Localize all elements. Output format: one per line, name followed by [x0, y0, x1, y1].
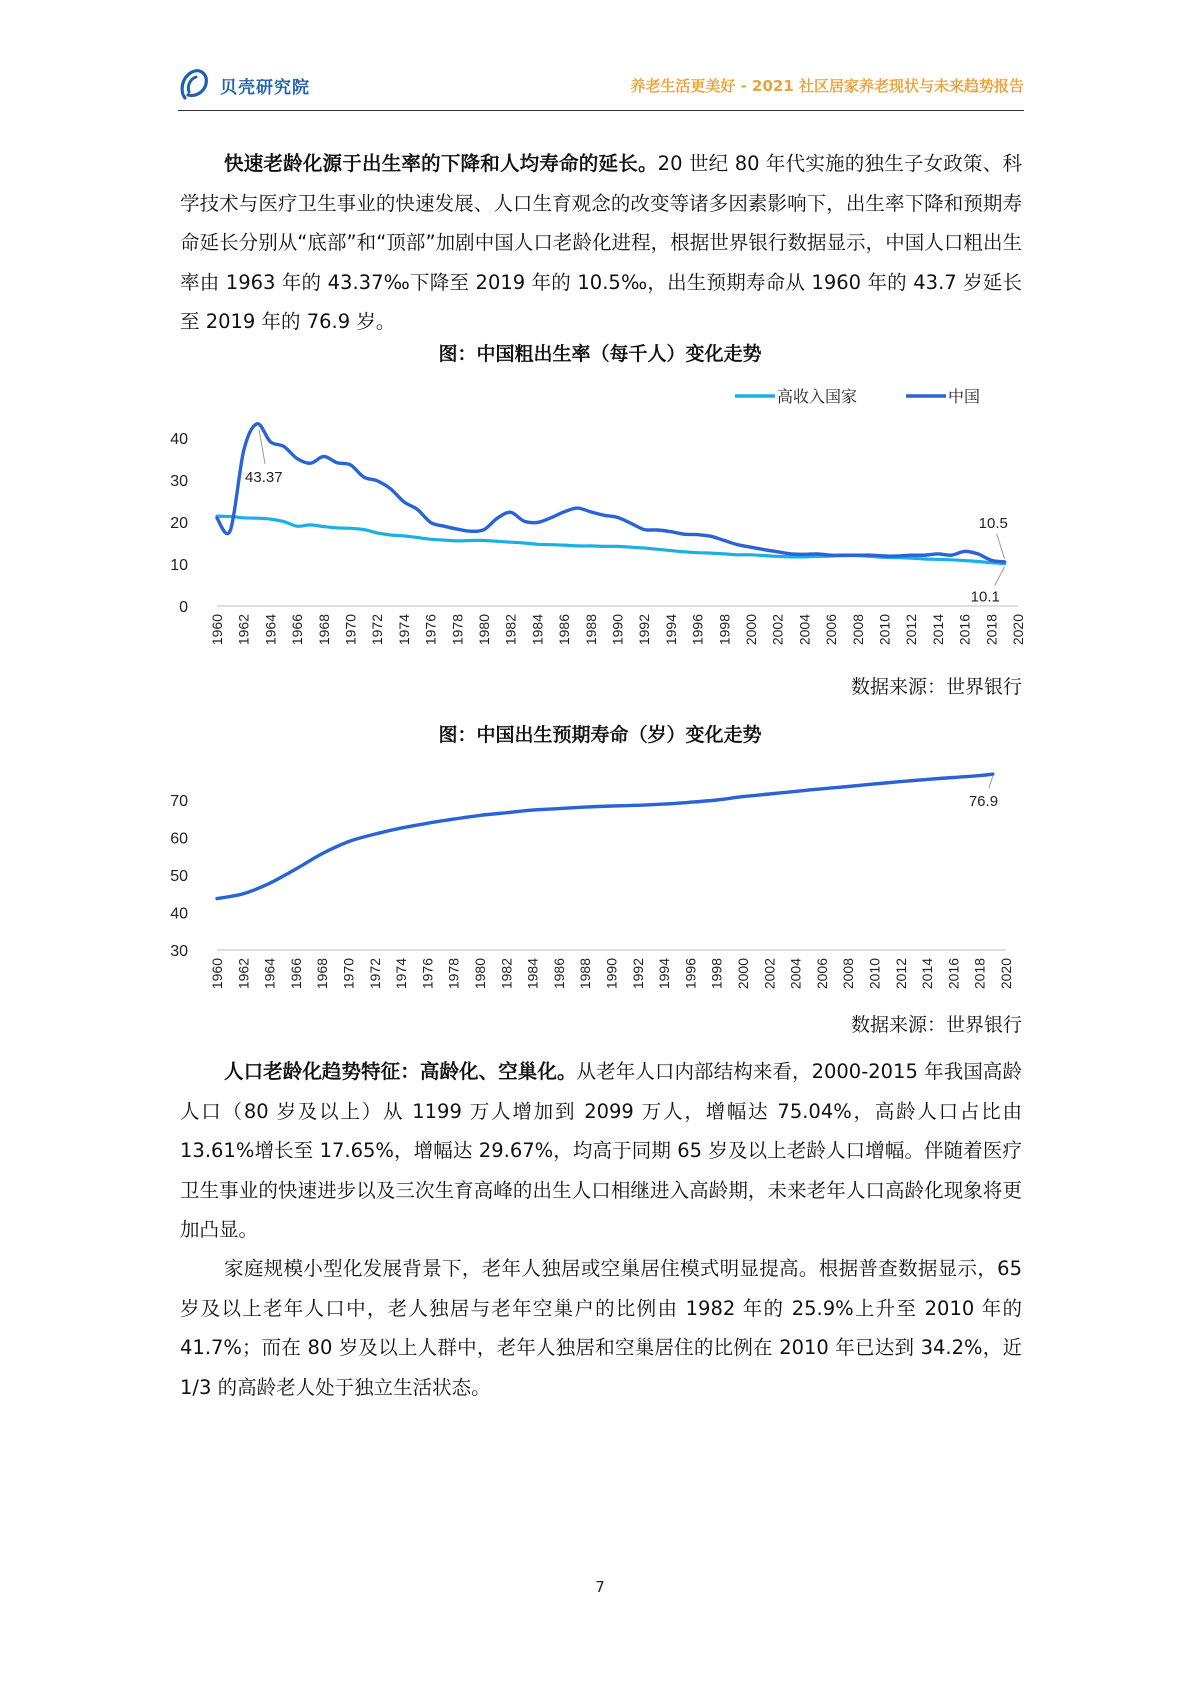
- x-tick-label: 2014: [919, 958, 936, 990]
- x-tick-label: 1988: [577, 958, 594, 990]
- x-tick-label: 1984: [529, 614, 546, 646]
- x-tick-label: 2006: [823, 614, 840, 646]
- x-tick-label: 1972: [366, 958, 383, 990]
- legend-label-高收入国家: 高收入国家: [777, 389, 858, 406]
- data-source: 数据来源：世界银行: [850, 676, 1022, 698]
- paragraph-lead: 快速老龄化源于出生率的下降和人均寿命的延长。: [224, 152, 658, 175]
- x-tick-label: 2004: [787, 958, 804, 990]
- x-tick-label: 1982: [502, 614, 519, 646]
- figure-title-life-expectancy: 图：中国出生预期寿命（岁）变化走势: [438, 724, 762, 746]
- x-tick-label: 1988: [582, 614, 599, 646]
- y-tick-label: 40: [170, 905, 188, 923]
- x-tick-label: 1980: [472, 958, 488, 990]
- y-tick-label: 0: [179, 599, 188, 616]
- page-number: 7: [595, 1578, 605, 1596]
- paragraph-aging-causes: [180, 144, 1022, 342]
- x-tick-label: 1986: [556, 614, 573, 646]
- data-label-high-income-end: 10.1: [970, 588, 1000, 606]
- paragraph-body: 从老年人口内部结构来看，2000-2015 年我国高龄人口（80 岁及以上）从 1199 万人增加到 2099 万人，增幅达 75.04%，高龄人口占比由 13.61%增长至 17.65%，增幅达 29.67%，均高于同期 65 岁及以上老龄人口增幅。伴随着医疗卫生事业的快速进步以及三次生育高峰的出生人口相继进入高龄期，未来老年人口高龄化现象将更加凸显。: [180, 1060, 1022, 1241]
- x-tick-label: 1966: [287, 958, 304, 990]
- data-label-china-end: 10.5: [978, 514, 1008, 532]
- x-tick-label: 1960: [209, 958, 225, 990]
- x-tick-label: 1970: [340, 958, 357, 990]
- data-label-peak: 43.37: [245, 468, 283, 486]
- x-tick-label: 2010: [876, 614, 893, 646]
- x-tick-label: 1996: [682, 958, 699, 990]
- figure-title-birth-rate: 图：中国粗出生率（每千人）变化走势: [438, 343, 762, 365]
- paragraph-body: 20 世纪 80 年代实施的独生子女政策、科学技术与医疗卫生事业的快速发展、人口生育观念的改变等诸多因素影响下，出生率下降和预期寿命延长分别从“底部”和“顶部”加剧中国人口老龄化进程，根据世界银行数据显示，中国人口粗出生率由 1963 年的 43.37‰下降至 2019 年的 10.5‰，出生预期寿命从 1960 年的 43.7 岁延长至 2019 年的 76.9 岁。: [180, 152, 1022, 333]
- y-tick-label: 30: [170, 473, 188, 490]
- x-tick-label: 2012: [892, 958, 909, 990]
- x-tick-label: 2012: [903, 614, 920, 646]
- x-tick-label: 1994: [656, 958, 673, 990]
- y-tick-label: 50: [170, 868, 188, 885]
- x-tick-label: 2004: [796, 614, 813, 646]
- x-tick-label: 1992: [636, 614, 653, 646]
- x-tick-label: 1976: [419, 958, 436, 990]
- x-tick-label: 1976: [422, 614, 439, 646]
- birth-rate-chart: [160, 378, 1040, 678]
- brand-logo: [178, 68, 310, 102]
- x-tick-label: 1962: [235, 614, 252, 646]
- x-tick-label: 2008: [849, 614, 866, 646]
- x-tick-label: 1974: [393, 958, 410, 990]
- shell-logo-icon: [178, 68, 212, 102]
- x-tick-label: 1990: [603, 958, 620, 990]
- data-label-end: 76.9: [968, 793, 999, 811]
- x-tick-label: 1998: [708, 958, 725, 990]
- x-tick-label: 2002: [761, 958, 778, 990]
- paragraph-lead: 人口老龄化趋势特征：高龄化、空巢化。: [224, 1060, 577, 1083]
- x-tick-label: 1968: [315, 614, 332, 646]
- y-tick-label: 40: [170, 431, 188, 448]
- life-expectancy-chart: [160, 765, 1040, 1010]
- paragraph-body: 家庭规模小型化发展背景下，老年人独居或空巢居住模式明显提高。根据普查数据显示，65 岁及以上老年人口中，老人独居与老年空巢户的比例由 1982 年的 25.9%上升至 2010 年的 41.7%；而在 80 岁及以上人群中，老年人独居和空巢居住的比例在 2010 年已达到 34.2%，近 1/3 的高龄老人处于独立生活状态。: [180, 1257, 1022, 1399]
- x-tick-label: 1980: [476, 614, 492, 646]
- x-tick-label: 2008: [840, 958, 857, 990]
- x-tick-label: 2016: [956, 614, 973, 646]
- y-tick-label: 70: [170, 793, 188, 810]
- x-tick-label: 2018: [983, 614, 1000, 646]
- page-header: [178, 58, 1024, 112]
- y-tick-label: 60: [170, 830, 188, 848]
- x-tick-label: 2018: [971, 958, 988, 990]
- x-tick-label: 1974: [395, 614, 412, 646]
- annotation-leader: [995, 567, 1005, 586]
- x-tick-label: 1978: [445, 958, 462, 990]
- x-tick-label: 1960: [209, 614, 225, 646]
- x-tick-label: 1978: [449, 614, 466, 646]
- x-tick-label: 1992: [629, 958, 646, 990]
- x-tick-label: 1996: [689, 614, 706, 646]
- series-line-中国: [217, 424, 1005, 562]
- x-tick-label: 2014: [929, 614, 946, 646]
- y-tick-label: 30: [170, 943, 188, 960]
- x-tick-label: 1970: [342, 614, 359, 646]
- x-tick-label: 1964: [261, 958, 278, 990]
- header-divider: [178, 110, 1024, 111]
- x-tick-label: 2010: [866, 958, 883, 990]
- x-tick-label: 1984: [524, 958, 541, 990]
- x-tick-label: 1966: [289, 614, 306, 646]
- brand-name: 贝壳研究院: [220, 77, 310, 98]
- x-tick-label: 1986: [550, 958, 567, 990]
- x-tick-label: 1962: [235, 958, 252, 990]
- data-source: 数据来源：世界银行: [850, 1014, 1022, 1036]
- x-tick-label: 1972: [369, 614, 386, 646]
- y-tick-label: 10: [170, 557, 188, 574]
- x-tick-label: 1990: [609, 614, 626, 646]
- x-tick-label: 1998: [716, 614, 733, 646]
- x-tick-label: 2016: [945, 958, 962, 990]
- annotation-leader: [989, 776, 993, 788]
- series-line-life-expectancy: [217, 774, 993, 899]
- x-tick-label: 2020: [1010, 614, 1026, 646]
- report-title: 养老生活更美好 - 2021 社区居家养老现状与未来趋势报告: [630, 77, 1024, 95]
- annotation-leader: [997, 534, 1005, 559]
- paragraph-aging-trends: [180, 1052, 1022, 1250]
- paragraph-empty-nest: [180, 1249, 1022, 1407]
- x-tick-label: 1982: [498, 958, 515, 990]
- x-tick-label: 2020: [998, 958, 1014, 990]
- y-tick-label: 20: [170, 515, 188, 532]
- x-tick-label: 1964: [262, 614, 279, 646]
- x-tick-label: 2000: [735, 958, 751, 990]
- legend-label-中国: 中国: [948, 389, 981, 406]
- x-tick-label: 1994: [662, 614, 679, 646]
- x-tick-label: 2002: [769, 614, 786, 646]
- x-tick-label: 1968: [314, 958, 331, 990]
- x-tick-label: 2006: [813, 958, 830, 990]
- x-tick-label: 2000: [743, 614, 759, 646]
